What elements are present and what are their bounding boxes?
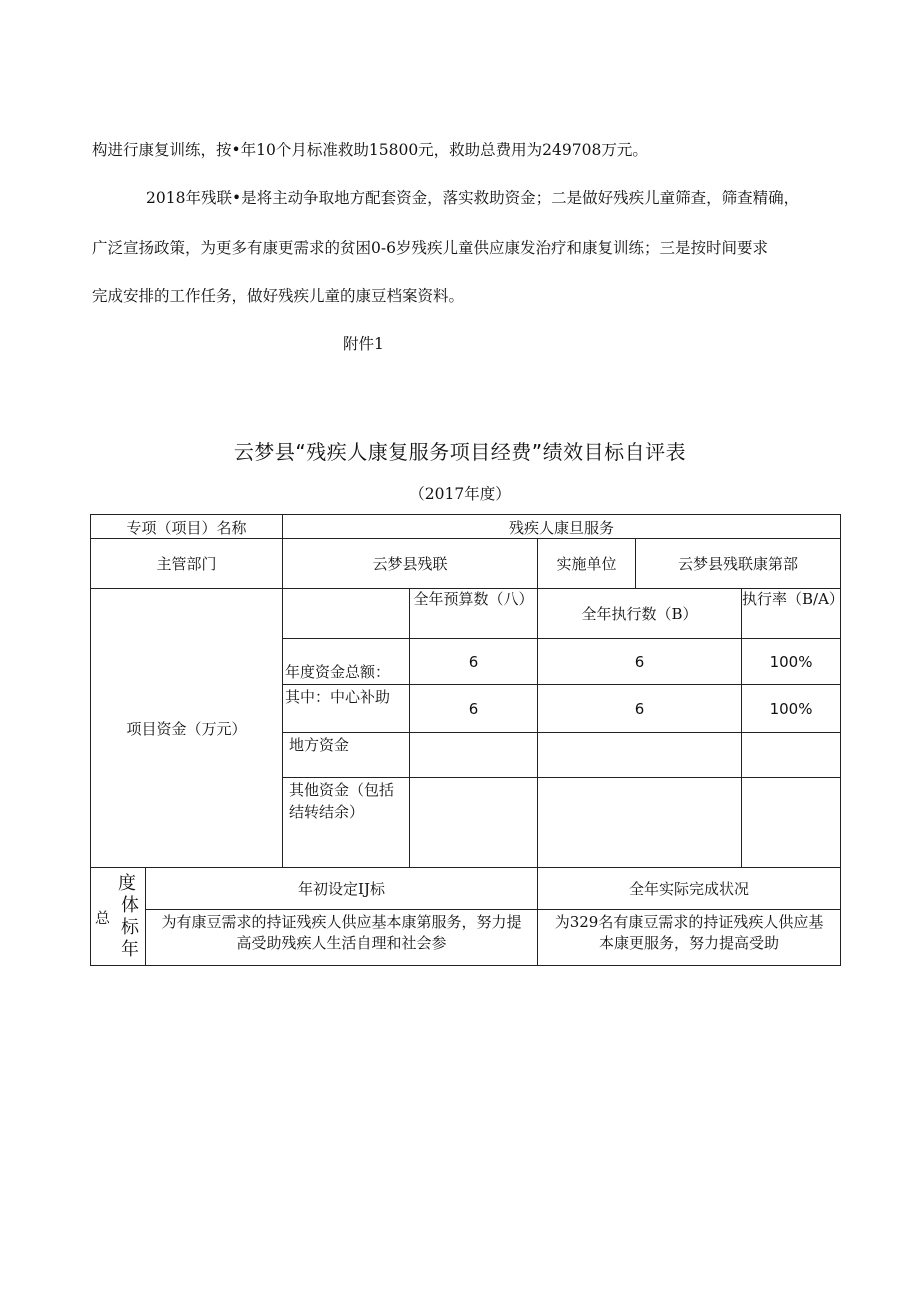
body-paragraph-2-line-2: 广泛宣扬政策，为更多有康更需求的贫困0-6岁残疾儿童供应康发治疗和康复训练；三是按时间要求: [92, 239, 768, 257]
project-name-value: 残疾人康旦服务: [283, 515, 841, 539]
row-total-budget: 6: [410, 639, 538, 685]
goal-set-text: 为有康豆需求的持证残疾人供应基本康第服务，努力提高受助残疾人生活自理和社会参: [146, 910, 538, 966]
performance-table: [90, 514, 844, 966]
col-exec-header: 全年执行数（B）: [538, 589, 742, 639]
row-local-label: 地方资金: [283, 733, 410, 778]
row-other-rate: [742, 778, 841, 868]
body-paragraph-2-line-1: 2018年残联•是将主动争取地方配套资金，落实救助资金；二是做好残疾儿童筛查，筛查精确，: [146, 189, 800, 207]
row-local-budget: [410, 733, 538, 778]
row-other-label: 其他资金（包括结转结余）: [283, 778, 410, 868]
impl-label: 实施单位: [538, 539, 636, 589]
col-rate-header: 执行率（B/A）: [742, 589, 841, 639]
impl-value: 云梦县残联康第部: [636, 539, 841, 589]
form-year: （2017年度）: [409, 485, 511, 503]
funds-label: 项目资金（万元）: [91, 589, 283, 868]
row-central-budget: 6: [410, 685, 538, 733]
goal-side-label: [91, 868, 146, 966]
funds-header-blank: [283, 589, 410, 639]
goal-side-char-5: 年: [121, 939, 139, 960]
col-budget-header: 全年预算数（八）: [410, 589, 538, 639]
row-total-exec: 6: [538, 639, 742, 685]
goal-side-char-4: 标: [121, 917, 139, 938]
row-central-exec: 6: [538, 685, 742, 733]
goal-set-label: 年初设定IJ标: [146, 868, 538, 910]
form-title: 云梦县“残疾人康复服务项目经费”绩效目标自评表: [233, 440, 687, 464]
goal-side-char-2: 体: [121, 895, 139, 916]
goal-side-char-1: 度: [118, 873, 136, 894]
goal-actual-label: 全年实际完成状况: [538, 868, 841, 910]
body-paragraph-1: 构进行康复训练，按•年10个月标准救助15800元，救助总费用为249708万元。: [92, 141, 648, 159]
row-central-label: 其中：中心补助: [283, 685, 410, 733]
attachment-label: 附件1: [343, 335, 384, 353]
row-other-budget: [410, 778, 538, 868]
dept-value: 云梦县残联: [283, 539, 538, 589]
row-central-rate: 100%: [742, 685, 841, 733]
body-paragraph-2-line-3: 完成安排的工作任务，做好残疾儿童的康豆档案资料。: [92, 287, 465, 305]
dept-label: 主管部门: [91, 539, 283, 589]
row-local-exec: [538, 733, 742, 778]
row-total-rate: 100%: [742, 639, 841, 685]
project-name-label: 专项（项目）名称: [91, 515, 283, 539]
row-total-label: 年度资金总额：: [283, 639, 410, 685]
row-other-exec: [538, 778, 742, 868]
row-local-rate: [742, 733, 841, 778]
goal-side-char-3: 总: [95, 909, 111, 927]
goal-actual-text: 为329名有康豆需求的持证残疾人供应基本康更服务，努力提高受助: [538, 910, 841, 966]
